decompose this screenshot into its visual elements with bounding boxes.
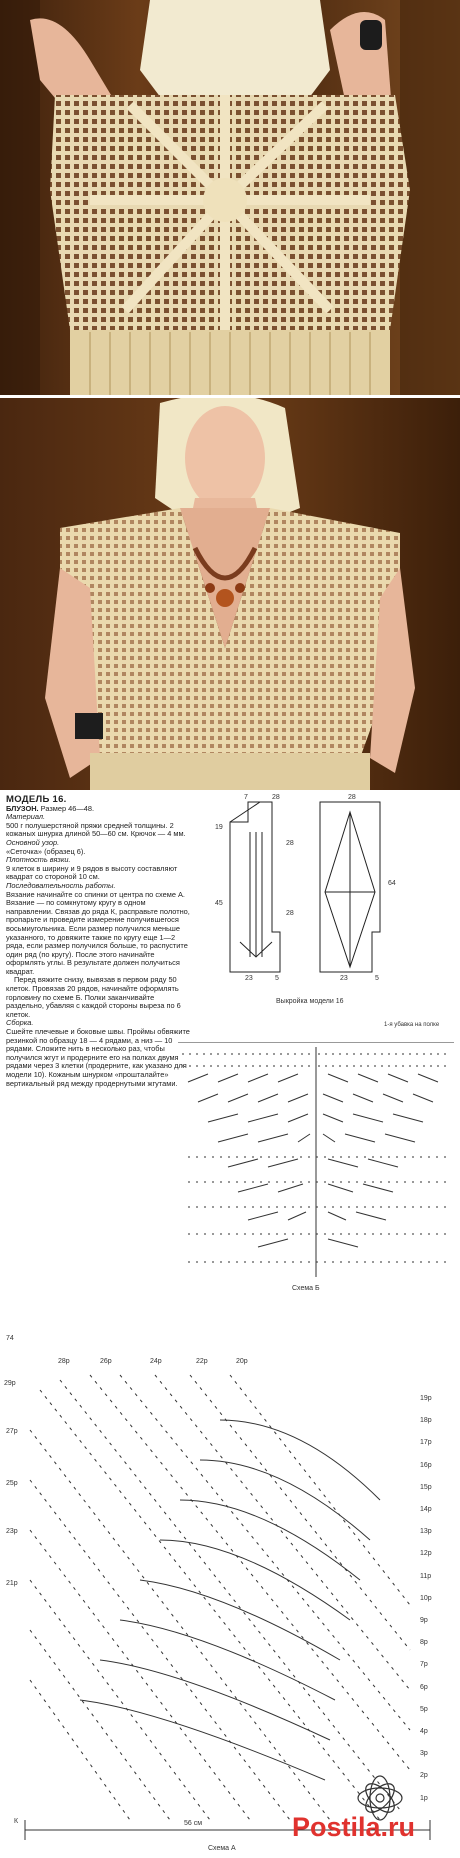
dim-23b: 23 [340,975,348,982]
right-row-labels [420,1388,456,1810]
watermark-right: ru [388,1812,416,1842]
row-label-18: 18р [420,1417,432,1425]
row-label-15: 15р [420,1483,432,1491]
row-label-26: 26р [100,1358,112,1365]
assembly-heading: Сборка. [6,1018,34,1028]
dim-7: 7 [244,794,248,801]
dim-28a: 28 [272,794,280,801]
photo-back-view [0,0,460,395]
body-paragraph-2: Перед вяжите снизу, вывязав в первом ряду 50 клеток. Провязав 20 рядов, начинайте оформлять горловину по схеме Б. Полки заканчивайте раздельно, убавляя с каждой стороны выреза по 6 клеток. [6,975,181,1019]
row-label-24: 24р [150,1358,162,1365]
row-label-29: 29р [4,1380,16,1387]
dim-28c: 28 [286,910,294,917]
row-label-7: 7р [420,1661,428,1669]
item-name: БЛУЗОН. [6,803,39,813]
dim-5b: 5 [375,975,379,982]
pattern-text: «Сеточка» (образец 6). [6,846,86,856]
sequence-heading: Последовательность работы. [6,880,116,890]
pattern-heading: Основной узор. [6,837,60,847]
body-paragraph-3: Сшейте плечевые и боковые швы. Проймы обвяжите резинкой по образцу 18 — 4 рядами, а низ — 10 рядами. Сложите нить в несколько раз, чтобы получился жгут и продерните его на полках двумя рядами через 3 клетки (продерните, как указано для модели 10). Кожаным шнурком «прошталайте» вертикальный ряд между продернутыми жгутами. [6,1027,190,1088]
row-label-27: 27р [6,1428,18,1435]
instructions-page [0,790,460,1350]
row-label-1: 1р [420,1794,428,1802]
body-paragraph-1: Вязание начинайте со спинки от центра по схеме А. Вязание — по сомкнутому кругу в одном направлении. Связав до ряда К, расправьте полотно, пропарьте и проведите измерение получившегося восьмиугольника. Если размер получился меньше указанного, то довяжите также по кругу еще 1—2 ряда, если размер получился больше, то распустите один ряд (по кругу). После этого начинайте оформлять углы. В результате должен получиться квадрат. [6,889,190,976]
dim-28b: 28 [286,840,294,847]
model-title: МОДЕЛЬ 16. [6,794,67,805]
dim-45: 45 [215,900,223,907]
scheme-b-note: 1-я убавка на полке [384,1022,440,1028]
row-label-17: 17р [420,1439,432,1447]
row-label-13: 13р [420,1528,432,1536]
row-label-19: 19р [420,1395,432,1402]
watermark: Postila.ru [292,1812,416,1842]
dim-23a: 23 [245,975,253,982]
row-label-9: 9р [420,1617,428,1625]
scheme-b-diagram [178,1042,454,1282]
row-label-20: 20р [236,1358,248,1365]
row-label-16: 16р [420,1461,432,1469]
row-label-12: 12р [420,1550,432,1558]
row-label-28: 28р [58,1358,70,1365]
photo-front-view [0,398,460,790]
density-text: 9 клеток в ширину и 9 рядов в высоту составляют квадрат со стороной 10 см. [6,863,178,882]
dim-5a: 5 [275,975,279,982]
row-label-22: 22р [196,1358,208,1365]
row-label-8: 8р [420,1639,428,1647]
row-label-11: 11р [420,1572,432,1580]
row-label-25: 25р [6,1480,18,1487]
row-label-10: 10р [420,1594,432,1602]
row-label-2: 2р [420,1772,428,1780]
scheme-a-page [0,1350,460,1858]
page-number: 74 [6,1335,14,1342]
size-text: Размер 46—48. [40,803,94,813]
width-label: 56 см [184,1820,203,1827]
row-label-3: 3р [420,1750,428,1758]
row-label-6: 6р [420,1683,428,1691]
watermark-left: Postila [292,1812,381,1842]
pattern-caption: Выкройка модели 16 [276,998,344,1005]
row-label-5: 5р [420,1705,428,1713]
dim-64: 64 [388,880,396,887]
scheme-a-caption: Схема А [208,1845,236,1852]
materials-text: 500 г полушерстяной пряжи средней толщины. 2 кожаных шнурка длиной 50—60 см. Крючок — 4 мм. [6,820,186,839]
materials-heading: Материал. [6,812,46,822]
dim-28d: 28 [348,794,356,801]
density-heading: Плотность вязки. [6,855,71,865]
scheme-b-caption: Схема Б [292,1285,320,1292]
row-label-21: 21р [6,1580,18,1587]
instructions-text [6,796,194,1088]
row-label-23: 23р [6,1528,18,1535]
row-label-4: 4р [420,1728,428,1736]
scheme-a-diagram [0,1350,460,1858]
row-label-14: 14р [420,1506,432,1514]
pattern-diagram [210,792,456,982]
corner-label-k: К [14,1818,19,1825]
dim-19: 19 [215,824,223,831]
